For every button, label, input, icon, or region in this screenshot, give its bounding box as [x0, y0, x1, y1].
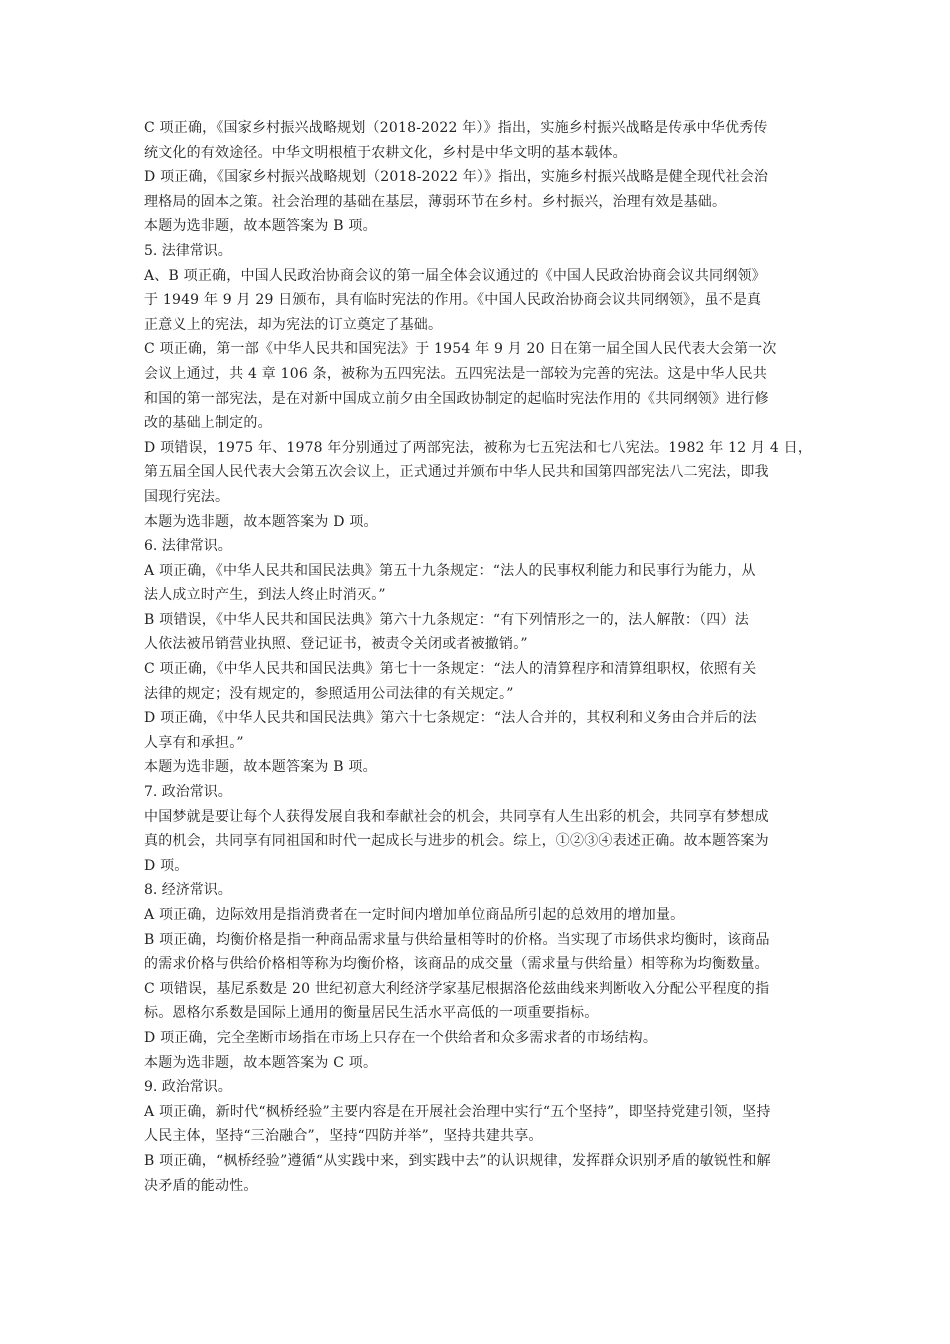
- question-heading: 5. 法律常识。: [144, 242, 232, 259]
- answer-line: 本题为选非题，故本题答案为 D 项。: [144, 513, 378, 530]
- text-line: 第五届全国人民代表大会第五次会议上，正式通过并颁布中华人民共和国第四部宪法八二宪法，即我: [144, 464, 769, 481]
- text-line: 人依法被吊销营业执照、登记证书，被责令关闭或者被撤销。”: [144, 636, 528, 653]
- text-line: 决矛盾的能动性。: [144, 1177, 258, 1194]
- text-line: 法人成立时产生，到法人终止时消灭。”: [144, 587, 386, 604]
- text-line: 改的基础上制定的。: [144, 415, 272, 432]
- text-line: A 项正确，边际效用是指消费者在一定时间内增加单位商品所引起的总效用的增加量。: [144, 907, 685, 923]
- text-line: D 项正确，《国家乡村振兴战略规划（2018-2022 年）》指出，实施乡村振兴战略是健全现代社会治: [144, 169, 769, 186]
- text-line: 标。恩格尔系数是国际上通用的衡量居民生活水平高低的一项重要指标。: [144, 1005, 599, 1022]
- answer-line: 本题为选非题，故本题答案为 C 项。: [144, 1054, 378, 1071]
- text-line: 法律的规定；没有规定的，参照适用公司法律的有关规定。”: [144, 685, 514, 702]
- text-line: 统文化的有效途径。中华文明根植于农耕文化，乡村是中华文明的基本载体。: [144, 144, 627, 161]
- text-line: A 项正确，《中华人民共和国民法典》第五十九条规定：“法人的民事权利能力和民事行为能力，从: [144, 562, 756, 579]
- text-line: B 项正确，“枫桥经验”遵循“从实践中来，到实践中去”的认识规律，发挥群众识别矛盾的敏锐性和解: [144, 1152, 771, 1169]
- text-line: C 项正确，《中华人民共和国民法典》第七十一条规定：“法人的清算程序和清算组职权，依照有关: [144, 661, 757, 678]
- text-line: 真的机会，共同享有同祖国和时代一起成长与进步的机会。综上，①②③④表述正确。故本题答案为: [144, 833, 769, 850]
- text-line: B 项错误，《中华人民共和国民法典》第六十九条规定：“有下列情形之一的，法人解散：（四）法: [144, 611, 749, 628]
- text-line: 中国梦就是要让每个人获得发展自我和奉献社会的机会，共同享有人生出彩的机会，共同享有梦想成: [144, 808, 769, 825]
- text-line: A 项正确，新时代“枫桥经验”主要内容是在开展社会治理中实行“五个坚持”，即坚持党建引领，坚持: [144, 1103, 771, 1120]
- text-line: C 项正确，第一部《中华人民共和国宪法》于 1954 年 9 月 20 日在第一届全国人民代表大会第一次: [144, 341, 777, 358]
- text-line: 国现行宪法。: [144, 488, 230, 505]
- question-heading: 8. 经济常识。: [144, 882, 232, 899]
- question-heading: 9. 政治常识。: [144, 1079, 232, 1096]
- text-line: C 项正确，《国家乡村振兴战略规划（2018-2022 年）》指出，实施乡村振兴战略是传承中华优秀传: [144, 120, 768, 136]
- text-line: D 项正确，完全垄断市场指在市场上只存在一个供给者和众多需求者的市场结构。: [144, 1029, 658, 1046]
- text-line: 人享有和承担。”: [144, 734, 244, 751]
- text-line: 于 1949 年 9 月 29 日颁布，具有临时宪法的作用。《中国人民政治协商会议共同纲领》，虽不是真: [144, 292, 762, 309]
- document-body: [144, 116, 813, 1198]
- text-line: B 项正确，均衡价格是指一种商品需求量与供给量相等时的价格。当实现了市场供求均衡时，该商品: [144, 931, 770, 948]
- text-line: 理格局的固本之策。社会治理的基础在基层，薄弱环节在乡村。乡村振兴，治理有效是基础。: [144, 193, 727, 210]
- answer-line: 本题为选非题，故本题答案为 B 项。: [144, 218, 377, 235]
- text-line: D 项正确，《中华人民共和国民法典》第六十七条规定：“法人合并的，其权利和义务由合并后的法: [144, 710, 757, 727]
- question-heading: 6. 法律常识。: [144, 538, 232, 555]
- text-line: C 项错误，基尼系数是 20 世纪初意大利经济学家基尼根据洛伦兹曲线来判断收入分配公平程度的指: [144, 980, 770, 997]
- text-line: A、B 项正确，中国人民政治协商会议的第一届全体会议通过的《中国人民政治协商会议共同纲领》: [144, 267, 766, 284]
- text-line: 的需求价格与供给价格相等称为均衡价格，该商品的成交量（需求量与供给量）相等称为均衡数量。: [144, 956, 769, 973]
- text-line: D 项。: [144, 857, 189, 874]
- question-heading: 7. 政治常识。: [144, 784, 232, 801]
- text-line: 和国的第一部宪法，是在对新中国成立前夕由全国政协制定的起临时宪法作用的《共同纲领》进行修: [144, 390, 769, 407]
- text-line: 正意义上的宪法，却为宪法的订立奠定了基础。: [144, 316, 443, 333]
- text-line: 会议上通过，共 4 章 106 条，被称为五四宪法。五四宪法是一部较为完善的宪法。这是中华人民共: [144, 365, 768, 382]
- answer-line: 本题为选非题，故本题答案为 B 项。: [144, 759, 377, 776]
- text-line: 人民主体，坚持“三治融合”，坚持“四防并举”，坚持共建共享。: [144, 1128, 543, 1145]
- text-line: D 项错误，1975 年、1978 年分别通过了两部宪法，被称为七五宪法和七八宪法。1982 年 12 月 4 日，: [144, 439, 813, 456]
